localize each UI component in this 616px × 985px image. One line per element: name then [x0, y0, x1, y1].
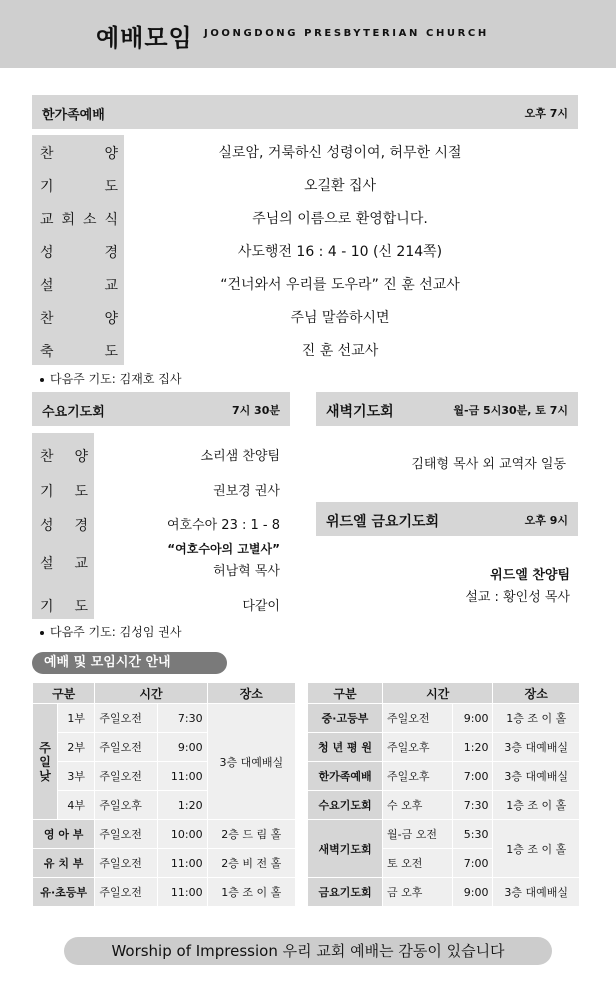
col-category: 구분: [308, 683, 383, 704]
dawn-time: 5:30: [453, 820, 493, 849]
family-order-row: [32, 137, 578, 165]
dept-day: 주일오후: [383, 733, 453, 762]
family-order-value: 오길환 집사: [303, 178, 377, 194]
wednesday-note-text: 다음주 기도: 김성임 권사: [50, 625, 182, 639]
schedule-row: [308, 704, 580, 733]
service-place: 3층 대예배실: [207, 704, 295, 820]
family-order-label: 교 회 소 식: [40, 212, 118, 228]
wednesday-order-value: “여호수아의 고별사”: [167, 542, 280, 556]
dawn-leaders: 김태형 목사 외 교역자 일동: [411, 457, 566, 472]
family-order-value: 실로암, 거룩하신 성령이여, 허무한 시절: [218, 145, 462, 161]
service-day: 주일오전: [95, 733, 158, 762]
friday-team: 위드엘 찬양팀: [490, 568, 570, 583]
schedule-row: [33, 878, 296, 907]
schedule-row: [308, 762, 580, 791]
page-title: 예배모임: [96, 24, 193, 52]
dept-day: 주일오후: [383, 762, 453, 791]
friday-title: 위드엘 금요기도회: [326, 514, 440, 530]
schedule-table-left: [32, 682, 296, 907]
dept-place: 1층 조 이 홀: [493, 704, 580, 733]
schedule-row: [308, 733, 580, 762]
friday-time-cell: 9:00: [453, 878, 493, 907]
family-note-text: 다음주 기도: 김재호 집사: [50, 372, 182, 386]
family-order-label: 성 경: [40, 245, 118, 261]
wednesday-order-label: 찬 양: [40, 449, 88, 465]
wednesday-order-label: 기 도: [40, 599, 88, 615]
dept-place: 3층 대예배실: [493, 733, 580, 762]
service-time: 9:00: [158, 733, 208, 762]
schedule-row: [308, 820, 580, 849]
wednesday-preacher: 허남혁 목사: [213, 564, 280, 579]
service-name: 4부: [58, 791, 95, 820]
wednesday-order-label: 설 교: [40, 556, 88, 572]
dept-name: 유·초등부: [33, 878, 95, 907]
sunday-group-label: 주 일 낮: [33, 704, 58, 820]
schedule-label: 예배 및 모임시간 안내: [32, 652, 227, 674]
wednesday-order-row: [32, 475, 290, 503]
wednesday-order-value: 다같이: [242, 599, 280, 614]
dept-time: 7:30: [453, 791, 493, 820]
dept-name: 영 아 부: [33, 820, 95, 849]
dawn-title: 새벽기도회: [326, 404, 394, 420]
service-name: 2부: [58, 733, 95, 762]
family-order-row: [32, 269, 578, 297]
footer-banner: Worship of Impression 우리 교회 예배는 감동이 있습니다: [64, 937, 552, 965]
family-order-label: 기 도: [40, 179, 118, 195]
dawn-day: 월-금 오전: [383, 820, 453, 849]
family-worship-title: 한가족예배: [42, 108, 105, 123]
family-order-label: 축 도: [40, 344, 118, 360]
wednesday-title: 수요기도회: [42, 405, 105, 420]
dept-time: 7:00: [453, 762, 493, 791]
dept-name: 한가족예배: [308, 762, 383, 791]
schedule-row: [33, 704, 296, 733]
service-time: 7:30: [158, 704, 208, 733]
friday-name: 금요기도회: [308, 878, 383, 907]
family-order-value: 진 훈 선교사: [301, 343, 379, 359]
wednesday-next-prayer: [40, 623, 181, 640]
dawn-day: 토 오전: [383, 849, 453, 878]
dawn-name: 새벽기도회: [308, 820, 383, 878]
dept-name: 중·고등부: [308, 704, 383, 733]
col-place: 장소: [207, 683, 295, 704]
family-worship-header: [32, 95, 578, 129]
dept-day: 주일오전: [95, 878, 158, 907]
friday-header: [316, 502, 578, 536]
col-time: 시간: [95, 683, 207, 704]
dawn-place: 1층 조 이 홀: [493, 820, 580, 878]
family-order-label: 찬 양: [40, 311, 118, 327]
schedule-header-row: [33, 683, 296, 704]
family-order-value: 주님 말씀하시면: [290, 310, 390, 326]
family-order-label: 찬 양: [40, 146, 118, 162]
dept-day: 주일오전: [95, 820, 158, 849]
friday-place: 3층 대예배실: [493, 878, 580, 907]
schedule-table-right: [307, 682, 580, 907]
family-order-row: [32, 302, 578, 330]
dept-place: 2층 드 림 홀: [207, 820, 295, 849]
family-order-value: 주님의 이름으로 환영합니다.: [252, 211, 428, 227]
wednesday-order-row: [32, 509, 290, 537]
wednesday-order-value: 권보경 권사: [213, 484, 280, 499]
wednesday-order-row: [32, 590, 290, 618]
col-category: 구분: [33, 683, 95, 704]
wednesday-order-value: 여호수아 23 : 1 - 8: [166, 518, 280, 533]
family-order-row: [32, 236, 578, 264]
dept-place: 3층 대예배실: [493, 762, 580, 791]
service-name: 1부: [58, 704, 95, 733]
service-day: 주일오전: [95, 704, 158, 733]
dept-name: 유 치 부: [33, 849, 95, 878]
dept-day: 수 오후: [383, 791, 453, 820]
schedule-row: [308, 878, 580, 907]
dept-time: 9:00: [453, 704, 493, 733]
dept-day: 주일오전: [95, 849, 158, 878]
dept-name: 수요기도회: [308, 791, 383, 820]
family-order-value: 사도행전 16 : 4 - 10 (신 214쪽): [237, 244, 443, 260]
friday-time: 오후 9시: [524, 514, 568, 527]
service-day: 주일오후: [95, 791, 158, 820]
page-header: [0, 0, 616, 68]
service-time: 1:20: [158, 791, 208, 820]
dawn-time: 7:00: [453, 849, 493, 878]
wednesday-header: [32, 392, 290, 426]
family-next-prayer: [40, 370, 181, 387]
church-name: JOONGDONG PRESBYTERIAN CHURCH: [204, 28, 489, 39]
wednesday-order-label: 기 도: [40, 484, 88, 500]
dept-place: 2층 비 전 홀: [207, 849, 295, 878]
dept-time: 11:00: [158, 878, 208, 907]
friday-day: 금 오후: [383, 878, 453, 907]
family-order-row: [32, 203, 578, 231]
dept-time: 1:20: [453, 733, 493, 762]
family-order-row: [32, 335, 578, 363]
dept-place: 1층 조 이 홀: [207, 878, 295, 907]
family-worship-time: 오후 7시: [524, 107, 568, 120]
dawn-header: [316, 392, 578, 426]
col-time: 시간: [383, 683, 493, 704]
dept-day: 주일오전: [383, 704, 453, 733]
col-place: 장소: [493, 683, 580, 704]
wednesday-order-label: 성 경: [40, 518, 88, 534]
dept-time: 10:00: [158, 820, 208, 849]
wednesday-order-row: [32, 440, 290, 468]
service-time: 11:00: [158, 762, 208, 791]
wednesday-time: 7시 30분: [231, 404, 280, 417]
friday-preacher: 설교 : 황인성 목사: [465, 590, 570, 605]
schedule-row: [33, 820, 296, 849]
dept-name: 청 년 평 원: [308, 733, 383, 762]
service-name: 3부: [58, 762, 95, 791]
family-order-value: “건너와서 우리를 도우라” 진 훈 선교사: [220, 277, 460, 293]
dept-place: 1층 조 이 홀: [493, 791, 580, 820]
dept-time: 11:00: [158, 849, 208, 878]
family-order-label: 설 교: [40, 278, 118, 294]
schedule-row: [308, 791, 580, 820]
wednesday-order-row: [32, 540, 290, 579]
dawn-time: 월-금 5시30분, 토 7시: [453, 404, 568, 417]
schedule-row: [33, 849, 296, 878]
family-order-row: [32, 170, 578, 198]
service-day: 주일오전: [95, 762, 158, 791]
schedule-header-row: [308, 683, 580, 704]
wednesday-order-value: 소리샘 찬양팀: [200, 449, 280, 464]
